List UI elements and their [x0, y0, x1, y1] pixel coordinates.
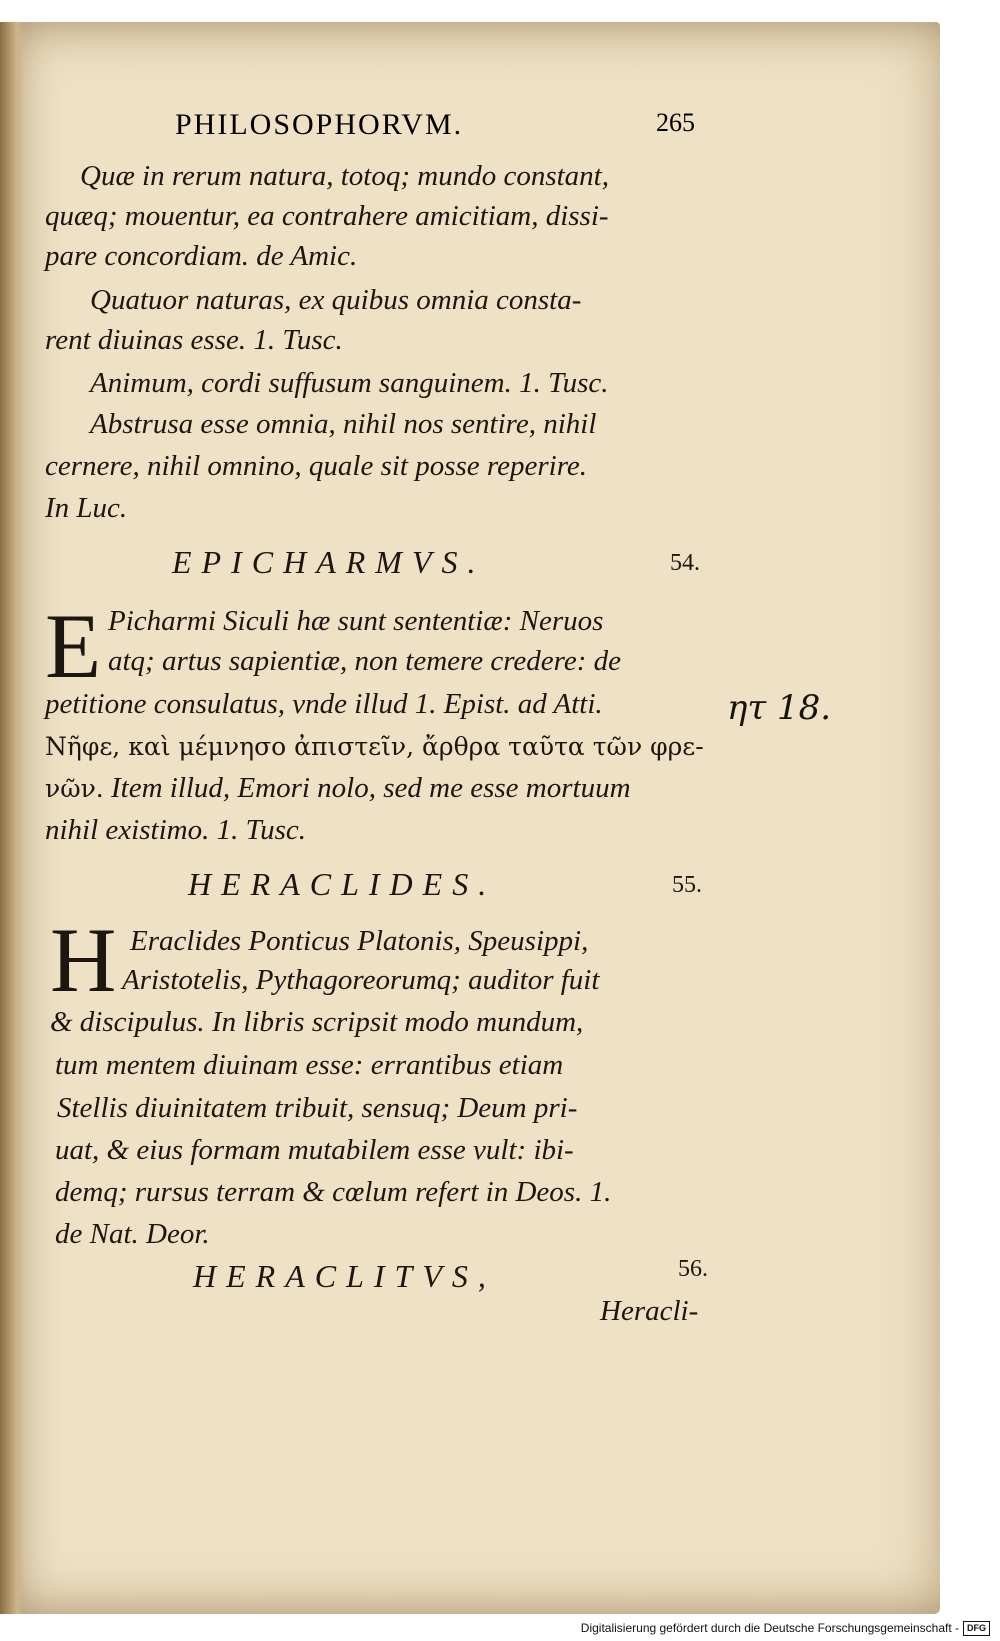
drop-cap-initial: E — [45, 595, 102, 697]
text-line: uat, & eius formam mutabilem esse vult: ibi- — [55, 1134, 574, 1166]
section-heading-epicharmus: EPICHARMVS. — [172, 544, 486, 580]
text-line: cernere, nihil omnino, quale sit posse reperire. — [45, 450, 588, 482]
text-line: demq; rursus terram & cœlum refert in Deos. 1. — [55, 1176, 612, 1208]
text-line: petitione consulatus, vnde illud 1. Epist. ad Atti. — [45, 688, 603, 720]
running-title: PHILOSOPHORVM. — [175, 108, 464, 141]
text-line: Animum, cordi suffusum sanguinem. 1. Tusc. — [90, 367, 609, 399]
text-line: nihil existimo. 1. Tusc. — [45, 814, 306, 846]
text-line: & discipulus. In libris scripsit modo mundum, — [50, 1006, 584, 1038]
text-line: de Nat. Deor. — [55, 1218, 210, 1250]
footer-credit: Digitalisierung gefördert durch die Deutsche Forschungsgemeinschaft - — [580, 1621, 959, 1635]
section-number: 56. — [678, 1256, 708, 1282]
text-line: Abstrusa esse omnia, nihil nos sentire, nihil — [90, 408, 597, 440]
drop-cap-initial: H — [50, 909, 117, 1011]
text-line: Quæ in rerum natura, totoq; mundo constant, — [80, 160, 609, 192]
section-number: 55. — [672, 872, 702, 898]
page-spine-shadow — [0, 22, 24, 1614]
section-heading-heraclides: HERACLIDES. — [188, 866, 497, 902]
text-line: Picharmi Siculi hæ sunt sententiæ: Neruos — [108, 605, 604, 637]
text-line: pare concordiam. de Amic. — [45, 240, 358, 272]
text-line: Quatuor naturas, ex quibus omnia consta- — [90, 284, 582, 316]
greek-text-line: Νῆφε, καὶ μέμνησο ἀπιστεῖν, ἄρθρα ταῦτα τῶν φρε- — [45, 732, 704, 761]
digitization-footer — [581, 1619, 990, 1637]
handwritten-margin-note: ητ 18. — [727, 688, 832, 728]
greek-text-fragment: νῶν. — [45, 774, 104, 803]
text-line: Aristotelis, Pythagoreorumq; auditor fuit — [122, 964, 600, 996]
text-line: Eraclides Ponticus Platonis, Speusippi, — [130, 925, 589, 957]
text-line: Stellis diuinitatem tribuit, sensuq; Deum pri- — [57, 1092, 578, 1124]
text-line: Item illud, Emori nolo, sed me esse mortuum — [110, 772, 631, 804]
section-number: 54. — [670, 550, 700, 576]
section-heading-heraclitus: HERACLITVS, — [193, 1258, 496, 1294]
page-number: 265 — [656, 108, 695, 137]
catchword: Heracli- — [600, 1295, 699, 1327]
text-line: atq; artus sapientiæ, non temere credere: de — [108, 645, 622, 677]
text-line: In Luc. — [45, 492, 128, 524]
page-header — [175, 108, 695, 148]
dfg-logo: DFG — [963, 1621, 990, 1636]
text-line: rent diuinas esse. 1. Tusc. — [45, 324, 343, 356]
text-line: tum mentem diuinam esse: errantibus etiam — [55, 1049, 564, 1081]
text-line: quæq; mouentur, ea contrahere amicitiam, dissi- — [45, 200, 609, 232]
